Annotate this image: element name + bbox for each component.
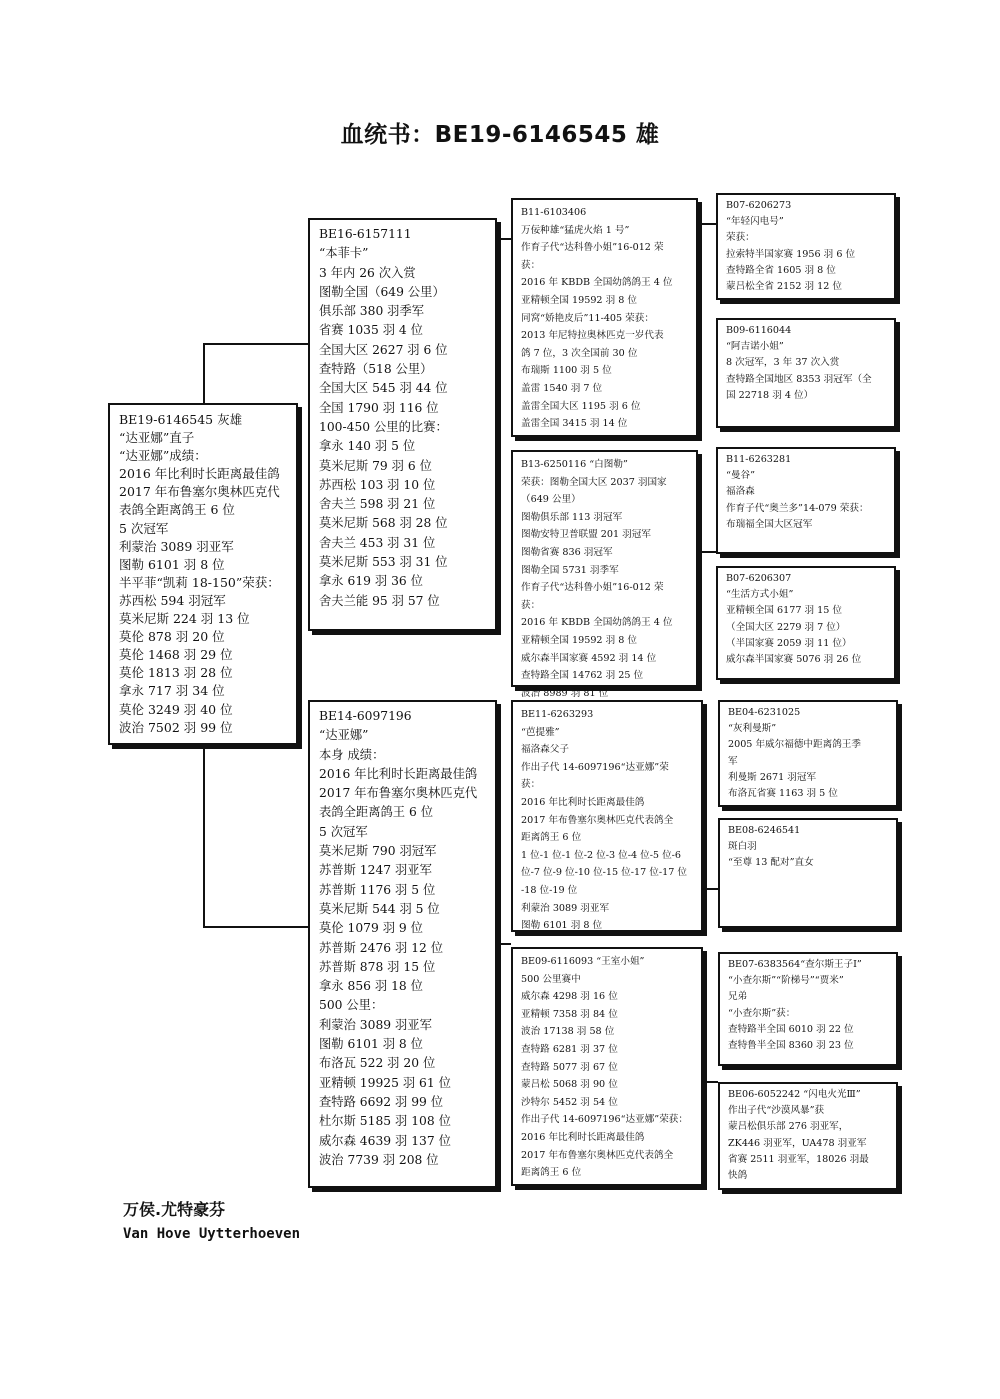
pedigree-line: 2013 年尼特拉奥林匹克一岁代表 — [521, 330, 664, 342]
pedigree-line: “生活方式小姐” — [726, 589, 794, 601]
pedigree-line: 全国大区 545 羽 44 位 — [319, 381, 448, 396]
pedigree-line: 杜尔斯 5185 羽 108 位 — [319, 1114, 451, 1129]
pedigree-line: 作育子代“达科鲁小姐”16-012 荣 — [521, 582, 664, 594]
pedigree-line: 莫米尼斯 224 羽 13 位 — [119, 611, 250, 627]
pedigree-line: 查特路 5077 羽 67 位 — [521, 1061, 618, 1073]
pedigree-line: ZK446 羽亚军，UA478 羽亚军 — [728, 1137, 867, 1149]
pedigree-line: 图勒俱乐部 113 羽冠军 — [521, 511, 623, 523]
pedigree-line: 2017 年布鲁塞尔奥林匹克代 — [319, 786, 478, 801]
pedigree-line: 2017 年布鲁塞尔奥林匹克代表鸽全 — [521, 814, 674, 826]
dam-sire-card — [511, 700, 703, 932]
dsd-card — [718, 818, 898, 928]
sire-dam-card — [511, 450, 698, 699]
pedigree-line: BE06-6052242 “闪电火光Ⅲ” — [728, 1089, 861, 1100]
pedigree-line: 苏普斯 878 羽 15 位 — [319, 959, 436, 974]
pedigree-line: 利蒙治 3089 羽亚军 — [119, 538, 234, 554]
connector-line — [203, 926, 308, 928]
pedigree-line: 莫米尼斯 79 羽 6 位 — [319, 458, 432, 473]
pedigree-line: 快鸽 — [728, 1170, 748, 1182]
pedigree-line: 波治 8989 羽 81 位 — [521, 687, 609, 699]
pedigree-line: B11-6103406 — [521, 207, 587, 218]
pedigree-line: 全国大区 2627 羽 6 位 — [319, 342, 448, 357]
pedigree-line: 1 位-1 位-1 位-2 位-3 位-4 位-5 位-6 — [521, 849, 682, 861]
pedigree-line: 查特路全国 14762 羽 25 位 — [521, 670, 644, 682]
pedigree-line: -18 位-19 位 — [521, 884, 578, 896]
pedigree-line: 2016 年比利时长距离最佳鸽 — [521, 1131, 645, 1143]
pedigree-line: 莫米尼斯 544 羽 5 位 — [319, 901, 440, 916]
pedigree-line: “本菲卡” — [319, 246, 369, 261]
pedigree-line: （全国大区 2279 羽 7 位） — [726, 621, 846, 633]
pedigree-line: 兄弟 — [728, 991, 748, 1003]
pedigree-line: 荣获： — [726, 232, 755, 244]
pedigree-line: “小查尔斯”“阶梯号”“贾米” — [728, 975, 844, 987]
pedigree-title: 血统书：BE19-6146545 雄 — [340, 122, 660, 148]
pedigree-line: 利蒙治 3089 羽亚军 — [521, 902, 610, 914]
pedigree-line: 莫米尼斯 790 羽冠军 — [319, 844, 437, 859]
pedigree-line: 莫米尼斯 553 羽 31 位 — [319, 555, 448, 570]
pedigree-line: 莫伦 1079 羽 9 位 — [319, 921, 423, 936]
pedigree-line: BE07-6383564“查尔斯王子Ⅰ” — [728, 959, 862, 970]
pedigree-line: B07-6206273 — [726, 200, 792, 211]
pedigree-line: 图勒全国（649 公里） — [319, 284, 445, 299]
pedigree-line: 莫伦 878 羽 20 位 — [119, 629, 225, 645]
pedigree-line: 威尔森半国家赛 4592 羽 14 位 — [521, 652, 657, 664]
pedigree-line: 作出子代“沙漠风暴”获 — [728, 1105, 825, 1117]
pedigree-line: 利蒙治 3089 羽亚军 — [319, 1017, 432, 1032]
pedigree-line: 盖雷 1540 羽 7 位 — [521, 382, 603, 394]
pedigree-line: 福洛森父子 — [521, 744, 569, 756]
pedigree-line: 蒙吕松俱乐部 276 羽亚军， — [728, 1121, 849, 1133]
connector-line — [203, 343, 308, 345]
pedigree-line: 100-450 公里的比赛： — [319, 419, 448, 434]
pedigree-line: （半国家赛 2059 羽 11 位） — [726, 637, 852, 649]
pedigree-line: “灰利曼斯” — [728, 723, 777, 735]
pedigree-line: BE09-6116093 “王室小姐” — [521, 956, 645, 967]
pedigree-line: 2016 年比利时长距离最佳鸽 — [521, 796, 645, 808]
dam-card — [308, 700, 497, 1188]
pedigree-line: 作出子代 14-6097196“达亚娜”荣获： — [521, 1114, 688, 1126]
ddd-card — [718, 1082, 898, 1190]
pedigree-line: 拿永 717 羽 34 位 — [119, 683, 225, 699]
pedigree-line: 波治 7502 羽 99 位 — [119, 719, 233, 735]
pedigree-line: 拿永 619 羽 36 位 — [319, 574, 423, 589]
pedigree-line: B11-6263281 — [726, 454, 792, 465]
connector-line — [703, 1081, 718, 1083]
pedigree-line: 省赛 1035 羽 4 位 — [319, 323, 423, 338]
pedigree-line: 位-7 位-9 位-10 位-15 位-17 位-17 位 — [521, 867, 687, 879]
sds-card — [716, 447, 896, 554]
pedigree-line: 表鸽全距离鸽王 6 位 — [119, 502, 235, 518]
pedigree-line: 获： — [521, 599, 541, 611]
pedigree-line: 拿永 856 羽 18 位 — [319, 979, 423, 994]
pedigree-line: 查特路全国地区 8353 羽冠军（全 — [726, 373, 872, 385]
pedigree-line: 莫伦 1468 羽 29 位 — [119, 647, 233, 663]
pedigree-line: 福洛森 — [726, 486, 755, 498]
pedigree-line: 查特鲁半全国 8360 羽 23 位 — [728, 1040, 854, 1052]
pedigree-line: 布瑞福全国大区冠军 — [726, 518, 813, 530]
pedigree-line: “达亚娜”直子 — [119, 430, 195, 446]
pedigree-line: 斑白羽 — [728, 841, 757, 853]
subject-pigeon-card — [108, 403, 298, 745]
pedigree-line: BE08-6246541 — [728, 825, 801, 836]
pedigree-line: B13-6250116 “白图勒” — [521, 459, 628, 470]
pedigree-line: BE14-6097196 — [319, 709, 412, 723]
pedigree-line: BE19-6146545 灰雄 — [119, 412, 243, 427]
pedigree-line: 威尔森半国家赛 5076 羽 26 位 — [726, 654, 862, 666]
dam-dam-card — [511, 947, 703, 1186]
pedigree-line: 作育子代“奥兰多”14-079 荣获： — [726, 502, 869, 514]
pedigree-line: 波治 17138 羽 58 位 — [521, 1026, 615, 1038]
pedigree-line: 5 次冠军 — [319, 824, 368, 839]
pedigree-line: B07-6206307 — [726, 573, 792, 584]
pedigree-line: 威尔森 4639 羽 137 位 — [319, 1133, 451, 1148]
pedigree-line: 本身 成绩： — [319, 747, 385, 762]
pedigree-line: 作育子代“达科鲁小姐”16-012 荣 — [521, 242, 664, 254]
pedigree-line: B09-6116044 — [726, 325, 792, 336]
pedigree-line: 苏普斯 1247 羽亚军 — [319, 863, 432, 878]
ssd-card — [716, 318, 896, 428]
pedigree-line: 蒙吕松 5068 羽 90 位 — [521, 1079, 618, 1091]
pedigree-line: 获： — [521, 259, 541, 271]
pedigree-line: 俱乐部 380 羽季军 — [319, 304, 425, 319]
pedigree-line: 苏西松 594 羽冠军 — [119, 592, 226, 608]
pedigree-line: 拿永 140 羽 5 位 — [319, 439, 416, 454]
pedigree-line: 2017 年布鲁塞尔奥林匹克代 — [119, 484, 280, 500]
pedigree-line: 距离鸽王 6 位 — [521, 1167, 582, 1179]
pedigree-line: 波治 7739 羽 208 位 — [319, 1152, 439, 1167]
pedigree-line: 苏西松 103 羽 10 位 — [319, 477, 436, 492]
sire-card — [308, 218, 497, 631]
pedigree-line: “年轻闪电号” — [726, 216, 784, 228]
connector-line — [203, 343, 205, 403]
dss-card — [718, 700, 898, 807]
pedigree-line: 500 公里赛中 — [521, 973, 581, 985]
sdd-card — [716, 566, 896, 680]
pedigree-line: 亚精顿全国 19592 羽 8 位 — [521, 634, 637, 646]
sire-sire-card — [511, 198, 698, 437]
connector-line — [703, 888, 718, 890]
pedigree-line: 图勒 6101 羽 8 位 — [119, 556, 225, 572]
pedigree-line: 威尔森 4298 羽 16 位 — [521, 991, 618, 1003]
pedigree-line: 图勒安特卫普联盟 201 羽冠军 — [521, 529, 651, 541]
pedigree-line: 全国 1790 羽 116 位 — [319, 400, 439, 415]
pedigree-line: 荣获：图勒全国大区 2037 羽国家 — [521, 476, 667, 488]
pedigree-line: 距离鸽王 6 位 — [521, 832, 582, 844]
pedigree-line: 国 22718 羽 4 位） — [726, 389, 814, 401]
pedigree-line: 获： — [521, 779, 541, 791]
dds-card — [718, 952, 898, 1066]
pedigree-line: 2017 年布鲁塞尔奥林匹克代表鸽全 — [521, 1149, 674, 1161]
pedigree-line: 鸽 7 位，3 次全国前 30 位 — [521, 347, 638, 359]
breeder-name-cn: 万侯.尤特豪芬 — [123, 1200, 226, 1219]
pedigree-line: 亚精顿全国 6177 羽 15 位 — [726, 605, 842, 617]
pedigree-line: 布瑞斯 1100 羽 5 位 — [521, 365, 612, 377]
pedigree-line: 莫伦 3249 羽 40 位 — [119, 701, 233, 717]
pedigree-line: “小查尔斯”获： — [728, 1007, 796, 1019]
pedigree-line: 亚精顿全国 19592 羽 8 位 — [521, 294, 637, 306]
pedigree-line: （649 公里） — [521, 494, 581, 506]
connector-line — [698, 223, 716, 225]
pedigree-line: 亚精顿 7358 羽 84 位 — [521, 1008, 618, 1020]
pedigree-line: 利曼斯 2671 羽冠军 — [728, 771, 817, 783]
pedigree-line: 军 — [728, 755, 738, 767]
pedigree-line: 图勒省赛 836 羽冠军 — [521, 546, 613, 558]
pedigree-line: 万佞种雄“猛虎火焰 1 号” — [521, 224, 630, 236]
pedigree-line: “至尊 13 配对”直女 — [728, 857, 814, 869]
pedigree-line: 图勒 6101 羽 8 位 — [521, 920, 603, 932]
pedigree-line: 图勒全国 5731 羽季军 — [521, 564, 619, 576]
pedigree-line: 蒙吕松全省 2152 羽 12 位 — [726, 281, 842, 293]
sss-card — [716, 193, 896, 300]
pedigree-line: 查特路 6281 羽 37 位 — [521, 1043, 618, 1055]
pedigree-line: 同窝“娇艳皮后”11-405 荣获： — [521, 312, 654, 324]
pedigree-line: 舍夫兰 598 羽 21 位 — [319, 497, 436, 512]
pedigree-line: 沙特尔 5452 羽 54 位 — [521, 1096, 618, 1108]
connector-line — [497, 943, 511, 945]
pedigree-line: 省赛 2511 羽亚军，18026 羽最 — [728, 1153, 869, 1165]
pedigree-line: 查特路半全国 6010 羽 22 位 — [728, 1023, 854, 1035]
pedigree-line: 3 年内 26 次入赏 — [319, 265, 416, 280]
breeder-name-en: Van Hove Uytterhoeven — [123, 1226, 301, 1242]
connector-line — [497, 238, 511, 240]
pedigree-line: 舍夫兰能 95 羽 57 位 — [319, 593, 440, 608]
pedigree-line: 查特路 6692 羽 99 位 — [319, 1094, 444, 1109]
pedigree-line: 2016 年比利时长距离最佳鸽 — [319, 766, 478, 781]
pedigree-line: BE11-6263293 — [521, 709, 594, 720]
pedigree-line: 莫伦 1813 羽 28 位 — [119, 665, 233, 681]
pedigree-line: 8 次冠军，3 年 37 次入赏 — [726, 357, 840, 369]
pedigree-line: 布洛瓦 522 羽 20 位 — [319, 1056, 436, 1071]
pedigree-line: 苏普斯 2476 羽 12 位 — [319, 940, 444, 955]
pedigree-line: 舍夫兰 453 羽 31 位 — [319, 535, 436, 550]
pedigree-line: 苏普斯 1176 羽 5 位 — [319, 882, 436, 897]
pedigree-line: BE04-6231025 — [728, 707, 801, 718]
pedigree-line: BE16-6157111 — [319, 227, 412, 241]
pedigree-line: “达亚娜”成绩： — [119, 448, 207, 464]
pedigree-line: 查特路（518 公里） — [319, 362, 433, 377]
pedigree-line: 图勒 6101 羽 8 位 — [319, 1037, 423, 1052]
pedigree-line: 2016 年 KBDB 全国幼鸽鸽王 4 位 — [521, 617, 673, 629]
pedigree-line: 2005 年威尔福德中距离鸽王季 — [728, 739, 861, 751]
pedigree-line: 亚精顿 19925 羽 61 位 — [319, 1075, 451, 1090]
connector-line — [698, 551, 716, 553]
pedigree-line: “阿吉诺小姐” — [726, 341, 784, 353]
pedigree-line: 盖雷全国 3415 羽 14 位 — [521, 418, 628, 430]
pedigree-line: 查特路全省 1605 羽 8 位 — [726, 264, 836, 276]
connector-line — [203, 745, 205, 928]
pedigree-line: 作出子代 14-6097196“达亚娜”荣 — [521, 761, 669, 773]
pedigree-line: 半平菲“凯莉 18-150”荣获： — [119, 574, 280, 590]
pedigree-line: 2016 年 KBDB 全国幼鸽鸽王 4 位 — [521, 277, 673, 289]
pedigree-line: 5 次冠军 — [119, 520, 169, 536]
pedigree-line: 拉索特半国家赛 1956 羽 6 位 — [726, 248, 856, 260]
pedigree-line: “达亚娜” — [319, 728, 369, 743]
pedigree-line: “芭提雅” — [521, 726, 560, 738]
pedigree-line: 布洛瓦省赛 1163 羽 5 位 — [728, 788, 838, 800]
pedigree-line: 2016 年比利时长距离最佳鸽 — [119, 466, 280, 482]
pedigree-line: “曼谷” — [726, 470, 755, 482]
pedigree-line: 盖雷全国大区 1195 羽 6 位 — [521, 400, 641, 412]
pedigree-line: 莫米尼斯 568 羽 28 位 — [319, 516, 448, 531]
pedigree-line: 表鸽全距离鸽王 6 位 — [319, 805, 434, 820]
pedigree-line: 500 公里： — [319, 998, 384, 1013]
